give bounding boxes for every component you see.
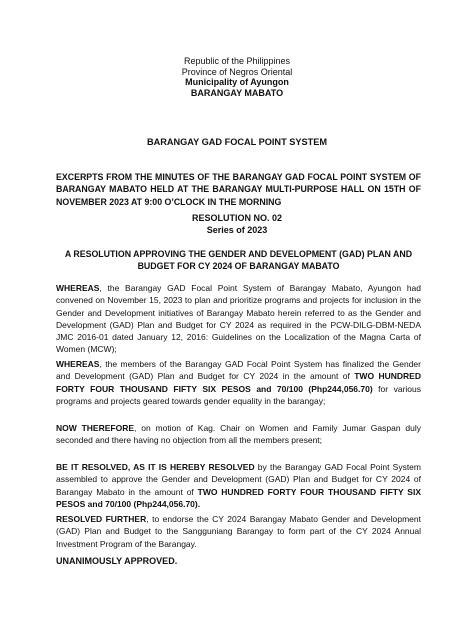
resolution-number-block xyxy=(0,212,474,237)
resolved-further-text: , to endorse the CY 2024 Barangay Mabato Gender and Development (GAD) Plan and Budget to the Sangguniang Barangay to form part of the CY 2024 Annual Investment Program of the Barangay. xyxy=(56,514,421,549)
now-therefore-lead: NOW THEREFORE xyxy=(56,423,135,433)
whereas-paragraph-1 xyxy=(56,282,421,356)
letterhead-barangay: BARANGAY MABATO xyxy=(190,87,284,98)
resolved-text: by the Barangay GAD Focal Point System assembled to approve the Gender and Development (GAD) Plan and Budget for CY 2024 of Barangay Mabato in the amount of xyxy=(56,462,421,497)
whereas-text-1: , the Barangay GAD Focal Point System of Barangay Mabato, Ayungon had convened on November 15, 2023 to plan and prioritize programs and projects for inclusion in the Gender and Development initiatives of Barangay Mabato herein referred to as the Gender and Development (GAD) Plan and Budget for CY 2024 as required in the PCW-DILG-DBM-NEDA JMC 2016-01 dated January 12, 2016: Guidelines on the Localization of the Magna Carta of Women (MCW); xyxy=(56,283,421,355)
resolution-number: RESOLUTION NO. 02 xyxy=(191,213,282,223)
whereas-lead-1: WHEREAS xyxy=(56,283,100,293)
budget-amount-1: TWO HUNDRED FORTY FOUR THOUSAND FIFTY SIX PESOS and 70/100 (Php244,056.70) xyxy=(56,371,421,394)
letterhead-country: Republic of the Philippines xyxy=(183,56,291,66)
resolved-further-paragraph xyxy=(56,513,421,550)
resolved-lead: BE IT RESOLVED, AS IT IS HEREBY RESOLVED xyxy=(56,462,255,472)
whereas-text-2b: for various programs and projects geared towards gender equality in the barangay; xyxy=(56,383,421,406)
resolved-further-lead: RESOLVED FURTHER xyxy=(56,514,147,524)
letterhead xyxy=(0,56,474,98)
whereas-paragraph-2 xyxy=(56,358,421,407)
letterhead-municipality: Municipality of Ayungon xyxy=(185,77,289,88)
whereas-lead-2: WHEREAS xyxy=(56,359,100,369)
resolution-series: Series of 2023 xyxy=(206,225,268,236)
letterhead-province: Province of Negros Oriental xyxy=(181,66,293,77)
now-therefore-paragraph xyxy=(56,422,421,447)
document-title: BARANGAY GAD FOCAL POINT SYSTEM xyxy=(146,137,328,147)
excerpt-heading: EXCERPTS FROM THE MINUTES OF THE BARANGAY GAD FOCAL POINT SYSTEM OF BARANGAY MABATO HELD AT THE BARANGAY MULTI-PURPOSE HALL ON 15TH OF NOVEMBER 2023 AT 9:00 O’CLOCK IN THE MORNING xyxy=(56,172,421,207)
resolved-paragraph xyxy=(56,461,421,510)
budget-amount-2: TWO HUNDRED FORTY FOUR THOUSAND FIFTY SIX PESOS and 70/100 (Php244,056.70). xyxy=(56,486,422,509)
approval-statement: UNANIMOUSLY APPROVED. xyxy=(56,556,178,566)
whereas-text-2a: , the members of the Barangay GAD Focal Point System has finalized the Gender and Development (GAD) Plan and Budget for CY 2024 in the amount of xyxy=(56,359,421,382)
now-therefore-text: , on motion of Kag. Chair on Women and Family Jumar Gaspan duly seconded and there having no objection from all the members present; xyxy=(56,423,421,446)
resolution-title: A RESOLUTION APPROVING THE GENDER AND DEVELOPMENT (GAD) PLAN AND BUDGET FOR CY 2024 OF BARANGAY MABATO xyxy=(64,249,413,272)
